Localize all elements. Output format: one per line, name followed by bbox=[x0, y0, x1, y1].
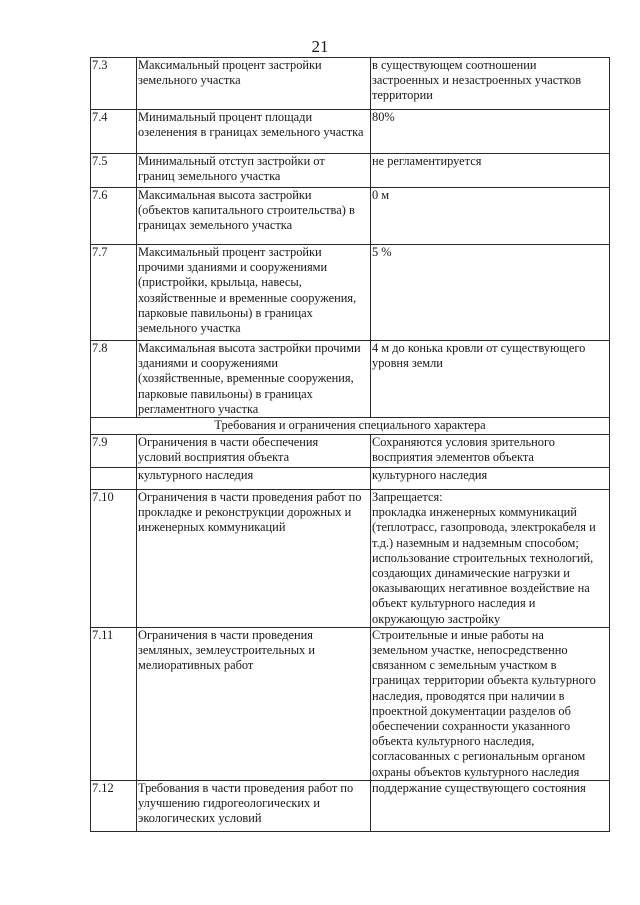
row-number: 7.5 bbox=[91, 154, 137, 188]
table-row bbox=[91, 245, 610, 341]
table-row bbox=[91, 341, 610, 418]
regulations-table bbox=[90, 57, 610, 832]
table-row bbox=[91, 490, 610, 628]
row-parameter: Максимальный процент застройки земельного участка bbox=[137, 58, 371, 110]
row-value: 5 % bbox=[371, 245, 610, 341]
row-parameter: Максимальная высота застройки прочими зданиями и сооружениями (хозяйственные, временные сооружения, парковые павильоны) в границах регламентного участка bbox=[137, 341, 371, 418]
section-header-row bbox=[91, 418, 610, 435]
row-value: Сохраняются условия зрительного восприятия элементов объекта bbox=[371, 435, 610, 468]
row-value: не регламентируется bbox=[371, 154, 610, 188]
row-number: 7.7 bbox=[91, 245, 137, 341]
row-value: 4 м до конька кровли от существующего уровня земли bbox=[371, 341, 610, 418]
table-row bbox=[91, 58, 610, 110]
row-parameter: Минимальный процент площади озеленения в границах земельного участка bbox=[137, 110, 371, 154]
row-parameter: Ограничения в части проведения работ по прокладке и реконструкции дорожных и инженерных коммуникаций bbox=[137, 490, 371, 628]
table-row bbox=[91, 154, 610, 188]
row-number: 7.10 bbox=[91, 490, 137, 628]
row-value: 0 м bbox=[371, 188, 610, 245]
row-parameter: Максимальный процент застройки прочими зданиями и сооружениями (пристройки, крыльца, навесы, хозяйственные и временные сооружения, парковые павильоны) в границах земельного участка bbox=[137, 245, 371, 341]
row-parameter: Требования в части проведения работ по улучшению гидрогеологических и экологических условий bbox=[137, 780, 371, 831]
table-row bbox=[91, 188, 610, 245]
row-number: 7.12 bbox=[91, 780, 137, 831]
table-row bbox=[91, 110, 610, 154]
row-value: в существующем соотношении застроенных и незастроенных участков территории bbox=[371, 58, 610, 110]
page-number: 21 bbox=[311, 37, 329, 56]
section-title: Требования и ограничения специального характера bbox=[91, 418, 610, 435]
table-row bbox=[91, 435, 610, 468]
table-row bbox=[91, 468, 610, 490]
row-number: 7.11 bbox=[91, 627, 137, 780]
row-number: 7.4 bbox=[91, 110, 137, 154]
row-number: 7.8 bbox=[91, 341, 137, 418]
row-value: 80% bbox=[371, 110, 610, 154]
row-value: поддержание существующего состояния bbox=[371, 780, 610, 831]
row-parameter: Максимальная высота застройки (объектов капитального строительства) в границах земельного участка bbox=[137, 188, 371, 245]
row-number: 7.3 bbox=[91, 58, 137, 110]
table-row bbox=[91, 780, 610, 831]
row-value: Строительные и иные работы на земельном участке, непосредственно связанном с земельным участком в границах территории объекта культурного наследия, проводятся при наличии в проектной документации разделов об обеспечении сохранности указанного объекта культурного наследия, согласованных с региональным органом охраны объектов культурного наследия bbox=[371, 627, 610, 780]
row-value: Запрещается: прокладка инженерных коммуникаций (теплотрасс, газопровода, электрокабеля и т.д.) наземным и надземным способом; использование строительных технологий, создающих динамические нагрузки и оказывающих негативное воздействие на объект культурного наследия и окружающую застройку bbox=[371, 490, 610, 628]
row-parameter: Минимальный отступ застройки от границ земельного участка bbox=[137, 154, 371, 188]
row-value: культурного наследия bbox=[371, 468, 610, 490]
row-number bbox=[91, 468, 137, 490]
row-parameter: культурного наследия bbox=[137, 468, 371, 490]
row-parameter: Ограничения в части обеспечения условий восприятия объекта bbox=[137, 435, 371, 468]
row-number: 7.9 bbox=[91, 435, 137, 468]
row-parameter: Ограничения в части проведения земляных, землеустроительных и мелиоративных работ bbox=[137, 627, 371, 780]
table-row bbox=[91, 627, 610, 780]
row-number: 7.6 bbox=[91, 188, 137, 245]
